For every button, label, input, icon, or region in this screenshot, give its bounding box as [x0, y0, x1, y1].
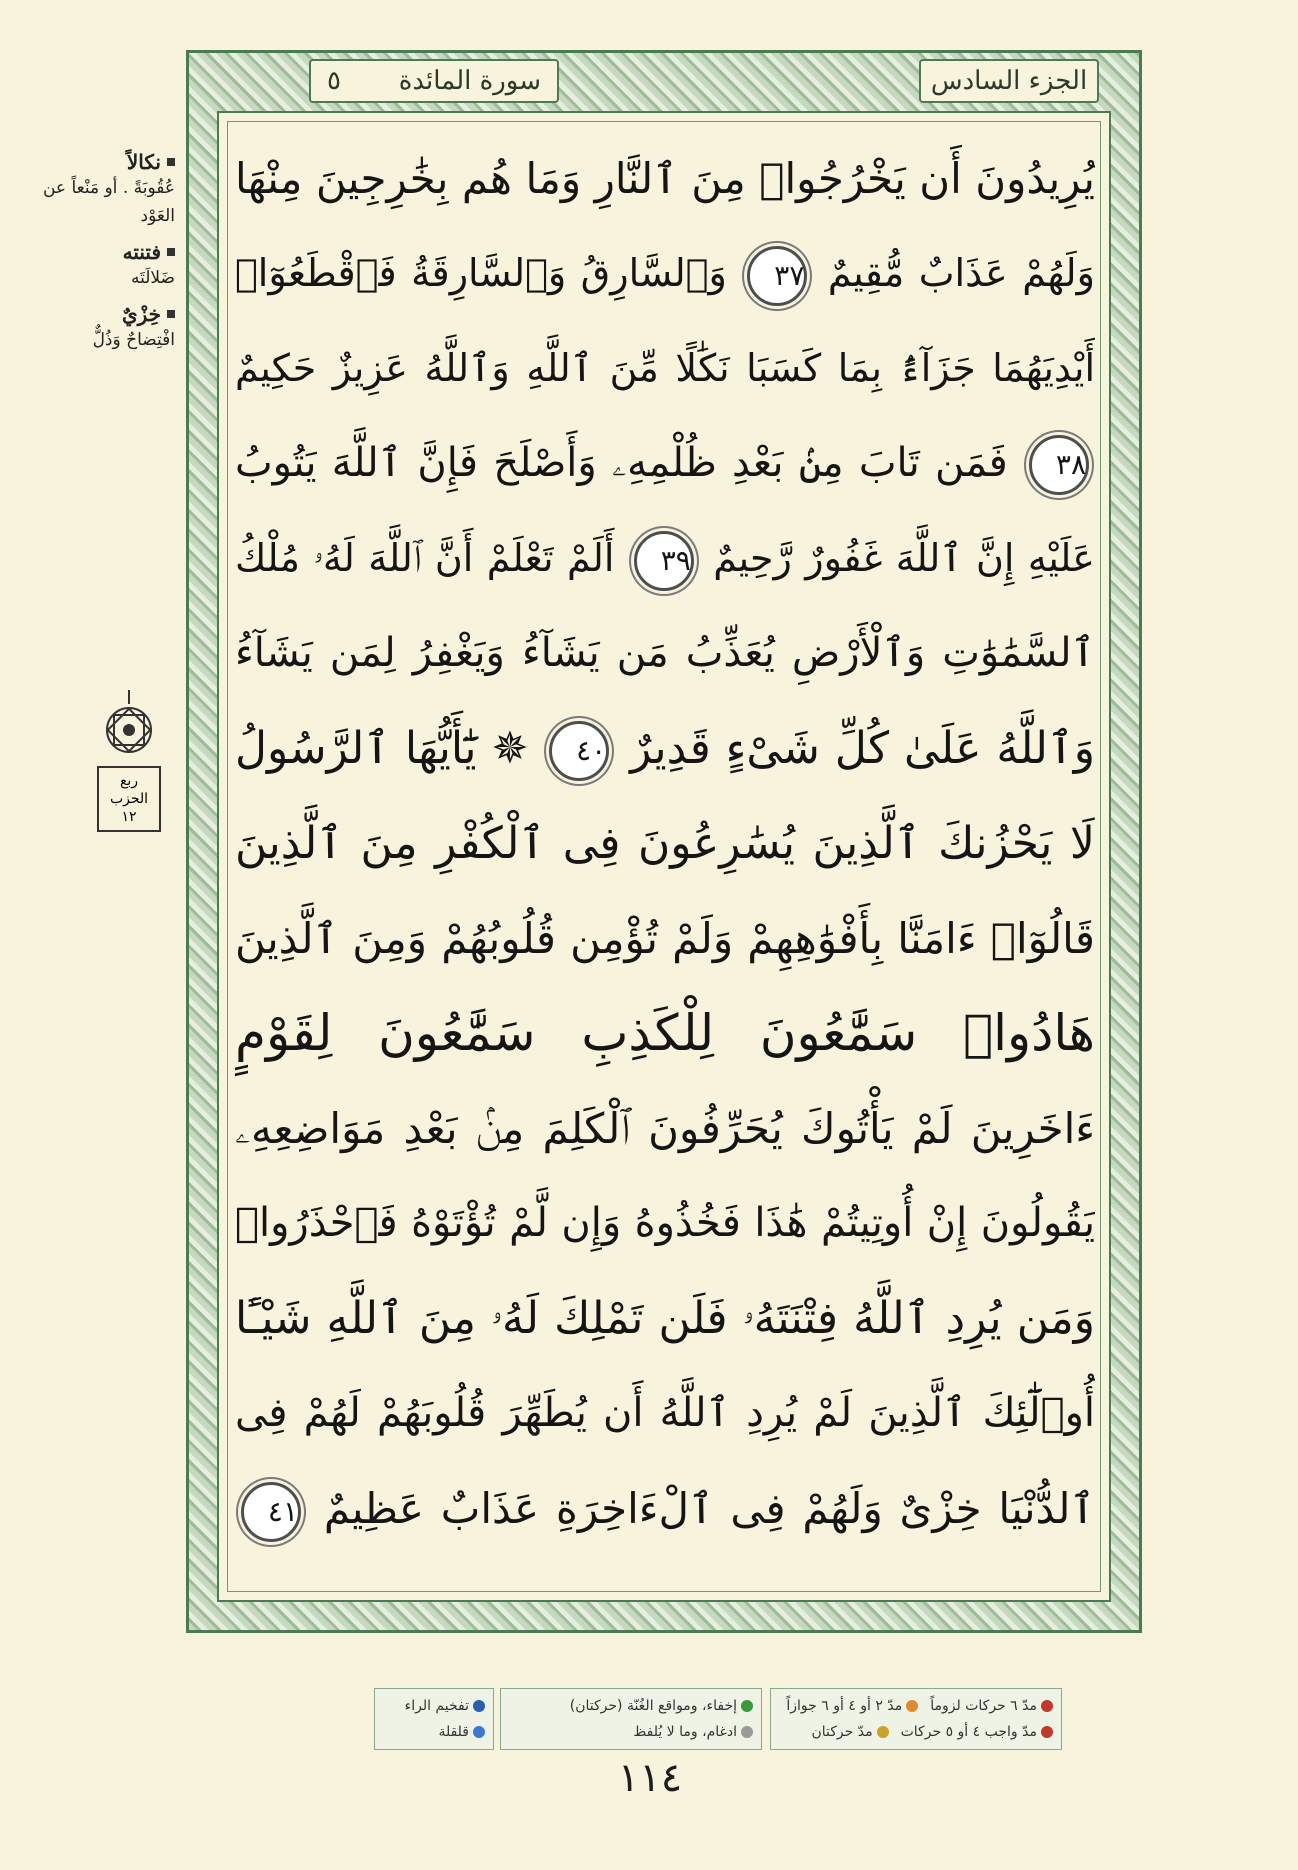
- ayah-number-marker: ٤٠: [549, 721, 609, 781]
- quran-line: أَيْدِيَهُمَا جَزَآءًۢ بِمَا كَسَبَا نَكَٰلًا مِّنَ ٱللَّهِ وَٱللَّهُ عَزِيزٌ حَكِيمٌ: [235, 346, 1095, 390]
- quran-text: [235, 131, 1095, 1556]
- legend-item: إخفاء، ومواقع الغُنّة (حركتان): [570, 1698, 753, 1714]
- legend-item: مدّ حركتان: [811, 1724, 888, 1740]
- rub-al-hizb-marker: [92, 690, 166, 850]
- color-dot-icon: [877, 1726, 889, 1738]
- quran-line: وَلَهُمْ عَذَابٌ مُّقِيمٌ ٣٧ وَٱلسَّارِقُ وَٱلسَّارِقَةُ فَٱقْطَعُوٓا۟: [235, 226, 1095, 321]
- tajweed-legend-madd: [770, 1688, 1062, 1750]
- legend-item: قلقلة: [438, 1724, 485, 1740]
- legend-item: تفخيم الراء: [405, 1698, 485, 1714]
- bullet-square-icon: [167, 248, 175, 256]
- juz-title: الجزء السادس: [919, 59, 1099, 103]
- legend-item: ادغام، وما لا يُلفظ: [633, 1724, 753, 1740]
- rub-label-line: ١٢: [121, 809, 137, 825]
- color-dot-icon: [473, 1700, 485, 1712]
- ornamental-frame: [186, 50, 1142, 1633]
- glossary-word: نكالاً: [10, 150, 175, 174]
- rub-label-line: ربع: [119, 773, 139, 789]
- page-number: ١١٤: [617, 1755, 683, 1801]
- color-dot-icon: [1041, 1700, 1053, 1712]
- ayah-number-marker: ٣٧: [747, 246, 807, 306]
- surah-header: [309, 59, 559, 103]
- color-dot-icon: [906, 1700, 918, 1712]
- color-dot-icon: [741, 1700, 753, 1712]
- quran-line: ٣٨ فَمَن تَابَ مِنۢ بَعْدِ ظُلْمِهِۦ وَأَصْلَحَ فَإِنَّ ٱللَّهَ يَتُوبُ: [235, 416, 1095, 511]
- quran-line: أُو۟لَٰٓئِكَ ٱلَّذِينَ لَمْ يُرِدِ ٱللَّهُ أَن يُطَهِّرَ قُلُوبَهُمْ لَهُمْ فِى: [235, 1390, 1095, 1436]
- quran-line: ءَاخَرِينَ لَمْ يَأْتُوكَ يُحَرِّفُونَ ٱلْكَلِمَ مِنۢ بَعْدِ مَوَاضِعِهِۦ: [235, 1104, 1095, 1153]
- color-dot-icon: [1041, 1726, 1053, 1738]
- glossary-definition: افْتِضاحٌ وَذُلٌّ: [92, 330, 175, 350]
- rub-label-box: [97, 766, 161, 832]
- legend-item: مدّ ٢ أو ٤ أو ٦ جوازاً: [786, 1698, 918, 1714]
- hizb-star-icon: ✵: [491, 723, 529, 774]
- quran-line: وَمَن يُرِدِ ٱللَّهُ فِتْنَتَهُۥ فَلَن تَمْلِكَ لَهُۥ مِنَ ٱللَّهِ شَيْـًٔا: [235, 1293, 1095, 1344]
- legend-item: مدّ ٦ حركات لزوماً: [930, 1698, 1053, 1714]
- ayah-number-marker: ٤١: [241, 1482, 301, 1542]
- color-dot-icon: [741, 1726, 753, 1738]
- quran-line: ٱلدُّنْيَا خِزْىٌ وَلَهُمْ فِى ٱلْءَاخِرَةِ عَذَابٌ عَظِيمٌ ٤١: [235, 1461, 1095, 1556]
- glossary-definition: ضَلالَتَه: [130, 268, 175, 288]
- tajweed-legend-ghunna: [500, 1688, 762, 1750]
- quran-line: عَلَيْهِ إِنَّ ٱللَّهَ غَفُورٌ رَّحِيمٌ ٣٩ أَلَمْ تَعْلَمْ أَنَّ ٱللَّهَ لَهُۥ مُلْكُ: [235, 511, 1095, 606]
- legend-item: مدّ واجب ٤ أو ٥ حركات: [901, 1724, 1053, 1740]
- glossary-definition: عُقُوبَةً . أو مَنْعاً عن العَوْد: [42, 178, 175, 226]
- ayah-number-marker: ٣٩: [634, 531, 694, 591]
- quran-line: لَا يَحْزُنكَ ٱلَّذِينَ يُسَٰرِعُونَ فِى ٱلْكُفْرِ مِنَ ٱلَّذِينَ: [235, 818, 1095, 869]
- knot-ornament-icon: [100, 690, 158, 760]
- quran-line: هَادُوا۟ سَمَّٰعُونَ لِلْكَذِبِ سَمَّٰعُونَ لِقَوْمٍ: [235, 1004, 1095, 1062]
- rub-label-line: الحزب: [109, 791, 149, 807]
- surah-number: ٥: [327, 66, 341, 96]
- surah-name: سورة المائدة: [398, 66, 541, 96]
- quran-line: يَقُولُونَ إِنْ أُوتِيتُمْ هَٰذَا فَخُذُوهُ وَإِن لَّمْ تُؤْتَوْهُ فَٱحْذَرُوا۟: [235, 1200, 1095, 1246]
- glossary-word: خِزْيٌ: [10, 302, 175, 326]
- quran-line: يُرِيدُونَ أَن يَخْرُجُوا۟ مِنَ ٱلنَّارِ وَمَا هُم بِخَٰرِجِينَ مِنْهَا: [235, 154, 1095, 203]
- tajweed-legend-tafkhim: [374, 1688, 494, 1750]
- quran-line: ٱلسَّمَٰوَٰتِ وَٱلْأَرْضِ يُعَذِّبُ مَن يَشَآءُ وَيَغْفِرُ لِمَن يَشَآءُ: [235, 630, 1095, 676]
- bullet-square-icon: [167, 310, 175, 318]
- quran-line: قَالُوٓا۟ ءَامَنَّا بِأَفْوَٰهِهِمْ وَلَمْ تُؤْمِن قُلُوبُهُمْ وَمِنَ ٱلَّذِينَ: [235, 914, 1095, 963]
- glossary-word: فتنته: [10, 240, 175, 264]
- quran-line: وَٱللَّهُ عَلَىٰ كُلِّ شَىْءٍ قَدِيرٌ ٤٠ ✵ يَٰٓأَيُّهَا ٱلرَّسُولُ: [235, 701, 1095, 796]
- ayah-number-marker: ٣٨: [1029, 435, 1089, 495]
- color-dot-icon: [473, 1726, 485, 1738]
- margin-glossary: [10, 150, 175, 364]
- bullet-square-icon: [167, 158, 175, 166]
